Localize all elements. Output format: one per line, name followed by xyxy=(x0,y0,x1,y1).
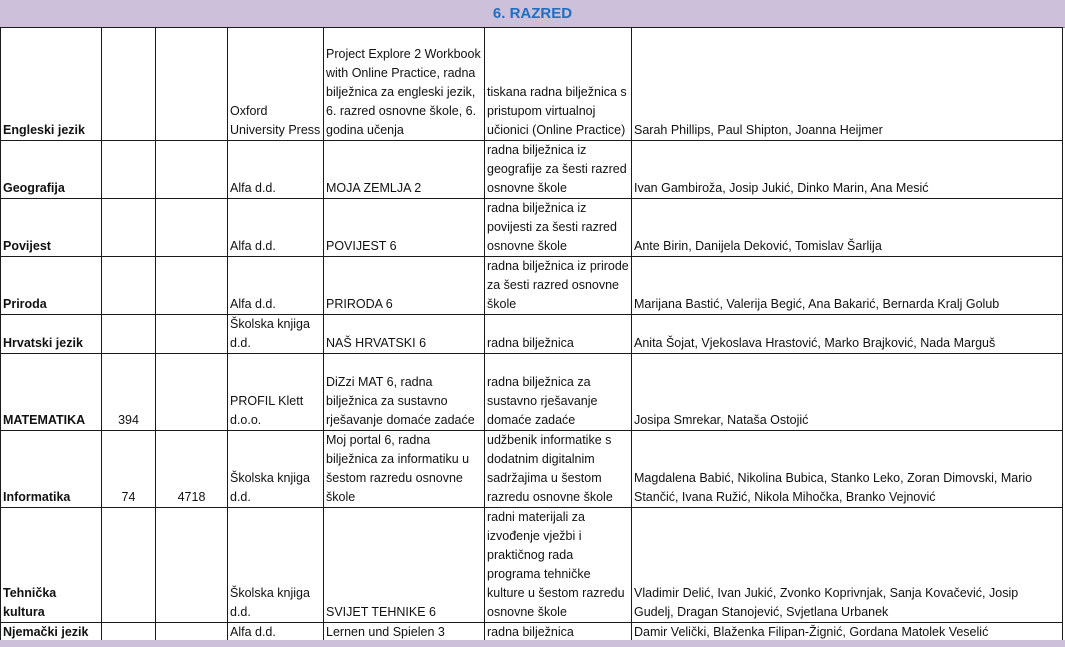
number-cell[interactable] xyxy=(156,508,228,623)
next-section-band xyxy=(0,640,1065,647)
authors-cell[interactable]: Vladimir Delić, Ivan Jukić, Zvonko Koprivnjak, Sanja Kovačević, Josip Gudelj, Dragan Stanojević, Svjetlana Urbanek xyxy=(632,508,1063,623)
publisher-cell[interactable]: Školska knjiga d.d. xyxy=(228,508,324,623)
number-cell[interactable] xyxy=(102,28,156,141)
grade-header-title: 6. RAZRED xyxy=(492,5,573,22)
authors-cell[interactable]: Magdalena Babić, Nikolina Bubica, Stanko Leko, Zoran Dimovski, Mario Stančić, Ivana Ružić, Nikola Mihočka, Branko Vejnović xyxy=(632,431,1063,508)
publisher-cell[interactable]: Oxford University Press xyxy=(228,28,324,141)
title-cell[interactable]: SVIJET TEHNIKE 6 xyxy=(324,508,485,623)
type-cell[interactable]: tiskana radna bilježnica s pristupom virtualnoj učionici (Online Practice) xyxy=(485,28,632,141)
subject-cell[interactable]: Tehnička kultura xyxy=(1,508,102,623)
title-cell[interactable]: NAŠ HRVATSKI 6 xyxy=(324,315,485,354)
title-cell[interactable]: POVIJEST 6 xyxy=(324,199,485,257)
publisher-cell[interactable]: PROFIL Klett d.o.o. xyxy=(228,354,324,431)
title-cell[interactable]: PRIRODA 6 xyxy=(324,257,485,315)
authors-cell[interactable]: Ivan Gambiroža, Josip Jukić, Dinko Marin, Ana Mesić xyxy=(632,141,1063,199)
subject-cell[interactable]: Priroda xyxy=(1,257,102,315)
type-cell[interactable]: radna bilježnica za sustavno rješavanje domaće zadaće xyxy=(485,354,632,431)
type-cell[interactable]: radna bilježnica iz povijesti za šesti razred osnovne škole xyxy=(485,199,632,257)
number-cell[interactable] xyxy=(102,141,156,199)
authors-cell[interactable]: Sarah Phillips, Paul Shipton, Joanna Heijmer xyxy=(632,28,1063,141)
type-cell[interactable]: radna bilježnica iz prirode za šesti razred osnovne škole xyxy=(485,257,632,315)
subject-cell[interactable]: Informatika xyxy=(1,431,102,508)
type-cell[interactable]: radni materijali za izvođenje vježbi i praktičnog rada programa tehničke kulture u šestom razredu osnovne škole xyxy=(485,508,632,623)
number-cell[interactable] xyxy=(156,28,228,141)
number-cell[interactable] xyxy=(156,257,228,315)
table-row xyxy=(1,257,1063,315)
number-cell[interactable] xyxy=(156,315,228,354)
authors-cell[interactable]: Marijana Bastić, Valerija Begić, Ana Bakarić, Bernarda Kralj Golub xyxy=(632,257,1063,315)
number-cell[interactable] xyxy=(102,508,156,623)
number-cell[interactable] xyxy=(156,354,228,431)
publisher-cell[interactable]: Alfa d.d. xyxy=(228,141,324,199)
type-cell[interactable]: radna bilježnica xyxy=(485,315,632,354)
number-cell[interactable] xyxy=(102,199,156,257)
table-row xyxy=(1,508,1063,623)
number-cell[interactable]: 394 xyxy=(102,354,156,431)
number-cell[interactable]: 4718 xyxy=(156,431,228,508)
table-row xyxy=(1,28,1063,141)
type-cell[interactable]: udžbenik informatike s dodatnim digitalnim sadržajima u šestom razredu osnovne škole xyxy=(485,431,632,508)
number-cell[interactable] xyxy=(102,257,156,315)
subject-cell[interactable]: Engleski jezik xyxy=(1,28,102,141)
authors-cell[interactable]: Josipa Smrekar, Nataša Ostojić xyxy=(632,354,1063,431)
publisher-cell[interactable]: Alfa d.d. xyxy=(228,623,324,643)
table-row xyxy=(1,354,1063,431)
publisher-cell[interactable]: Alfa d.d. xyxy=(228,257,324,315)
table-row xyxy=(1,141,1063,199)
number-cell[interactable] xyxy=(156,141,228,199)
type-cell[interactable]: radna bilježnica xyxy=(485,623,632,643)
table-row xyxy=(1,431,1063,508)
subject-cell[interactable]: Hrvatski jezik xyxy=(1,315,102,354)
authors-cell[interactable]: Damir Velički, Blaženka Filipan-Žignić, Gordana Matolek Veselić xyxy=(632,623,1063,643)
authors-cell[interactable]: Anita Šojat, Vjekoslava Hrastović, Marko Brajković, Nada Marguš xyxy=(632,315,1063,354)
publisher-cell[interactable]: Školska knjiga d.d. xyxy=(228,315,324,354)
table-row xyxy=(1,315,1063,354)
subject-cell[interactable]: MATEMATIKA xyxy=(1,354,102,431)
type-cell[interactable]: radna bilježnica iz geografije za šesti razred osnovne škole xyxy=(485,141,632,199)
subject-cell[interactable]: Geografija xyxy=(1,141,102,199)
subject-cell[interactable]: Povijest xyxy=(1,199,102,257)
workbook-table xyxy=(0,27,1063,643)
title-cell[interactable]: Lernen und Spielen 3 xyxy=(324,623,485,643)
table-row xyxy=(1,199,1063,257)
authors-cell[interactable]: Ante Birin, Danijela Deković, Tomislav Šarlija xyxy=(632,199,1063,257)
title-cell[interactable]: MOJA ZEMLJA 2 xyxy=(324,141,485,199)
number-cell[interactable] xyxy=(156,199,228,257)
title-cell[interactable]: DiZzi MAT 6, radna bilježnica za sustavno rješavanje domaće zadaće xyxy=(324,354,485,431)
publisher-cell[interactable]: Alfa d.d. xyxy=(228,199,324,257)
number-cell[interactable]: 74 xyxy=(102,431,156,508)
title-cell[interactable]: Project Explore 2 Workbook with Online Practice, radna bilježnica za engleski jezik, 6. razred osnovne škole, 6. godina učenja xyxy=(324,28,485,141)
publisher-cell[interactable]: Školska knjiga d.d. xyxy=(228,431,324,508)
title-cell[interactable]: Moj portal 6, radna bilježnica za informatiku u šestom razredu osnovne škole xyxy=(324,431,485,508)
subject-cell[interactable]: Njemački jezik xyxy=(1,623,102,643)
number-cell[interactable] xyxy=(102,315,156,354)
